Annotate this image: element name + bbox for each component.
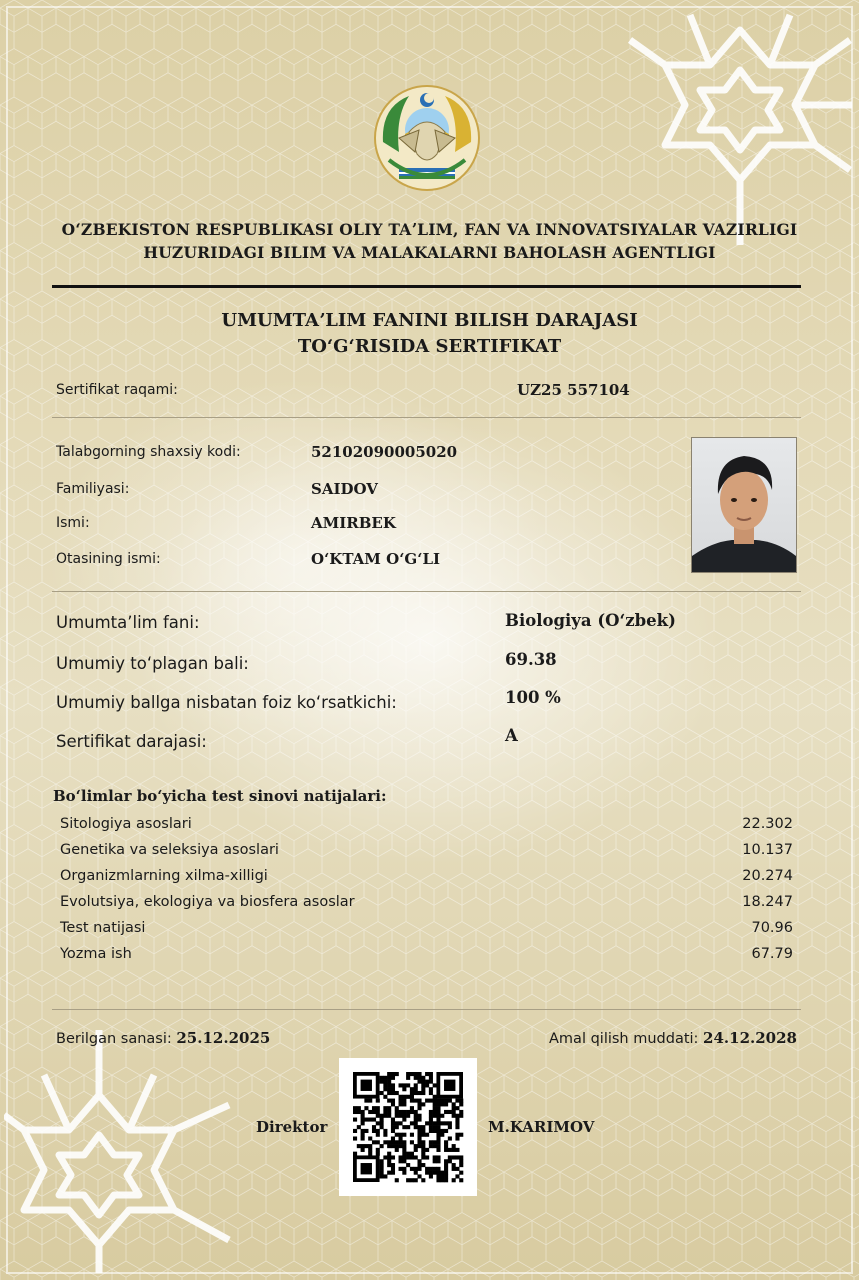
table-row (60, 816, 793, 840)
section-score: 70.96 (751, 920, 793, 936)
table-row (60, 868, 793, 892)
subject-value: Biologiya (Oʻzbek) (505, 611, 676, 630)
corner-ornament-bottom-left (4, 1015, 239, 1275)
surname-label: Familiyasi: (56, 481, 130, 497)
corner-ornament-top-right (620, 10, 855, 250)
section-score: 10.137 (742, 842, 793, 858)
percent-value: 100 % (505, 688, 561, 707)
divider (52, 591, 801, 592)
certificate-title-line-1: UMUMTAʼLIM FANINI BILISH DARAJASI (221, 310, 638, 331)
patronymic-label: Otasining ismi: (56, 551, 161, 567)
applicant-photo (691, 437, 797, 573)
certificate-level-label: Sertifikat darajasi: (56, 732, 207, 751)
section-name: Organizmlarning xilma-xilligi (60, 868, 268, 884)
total-score-label: Umumiy toʻplagan bali: (56, 654, 249, 673)
director-name: M.KARIMOV (488, 1118, 595, 1136)
table-row (60, 946, 793, 970)
patronymic-value: OʻKTAM OʻGʻLI (311, 550, 441, 568)
certificate-level-value: A (505, 726, 518, 745)
applicant-id-label: Talabgorning shaxsiy kodi: (56, 444, 241, 460)
section-score: 22.302 (742, 816, 793, 832)
section-name: Sitologiya asoslari (60, 816, 192, 832)
section-score: 18.247 (742, 894, 793, 910)
first-name-value: AMIRBEK (311, 514, 396, 532)
section-name: Evolutsiya, ekologiya va biosfera asoslar (60, 894, 355, 910)
certificate-title-line-2: TOʻGʻRISIDA SERTIFIKAT (297, 336, 562, 357)
table-row (60, 894, 793, 918)
validity-date (549, 1029, 797, 1047)
validity-date-value: 24.12.2028 (703, 1029, 797, 1047)
percent-label: Umumiy ballga nisbatan foiz koʻrsatkichi: (56, 693, 397, 712)
validity-date-label: Amal qilish muddati: (549, 1031, 699, 1047)
ministry-name-line-1: OʻZBEKISTON RESPUBLIKASI OLIY TAʼLIM, FAN VA INNOVATSIYALAR VAZIRLIGI (61, 220, 798, 239)
director-label: Direktor (256, 1118, 328, 1136)
subject-label: Umumtaʼlim fani: (56, 613, 200, 632)
applicant-id-value: 52102090005020 (311, 443, 458, 461)
divider (52, 417, 801, 418)
total-score-value: 69.38 (505, 650, 557, 669)
table-row (60, 842, 793, 866)
certificate-number-label: Sertifikat raqami: (56, 382, 178, 398)
surname-value: SAIDOV (311, 480, 378, 498)
section-score: 20.274 (742, 868, 793, 884)
issue-date-label: Berilgan sanasi: (56, 1031, 172, 1047)
section-score: 67.79 (751, 946, 793, 962)
section-name: Test natijasi (60, 920, 146, 936)
table-row (60, 920, 793, 944)
section-results-title: Boʻlimlar boʻyicha test sinovi natijalari: (53, 787, 387, 805)
first-name-label: Ismi: (56, 515, 90, 531)
qr-code-icon[interactable] (339, 1058, 477, 1196)
header-divider (52, 285, 801, 288)
issue-date (56, 1029, 270, 1047)
section-name: Genetika va seleksiya asoslari (60, 842, 279, 858)
divider (52, 1009, 801, 1010)
state-emblem-icon (369, 82, 485, 194)
section-name: Yozma ish (60, 946, 132, 962)
issue-date-value: 25.12.2025 (176, 1029, 271, 1047)
ministry-name-line-2: HUZURIDAGI BILIM VA MALAKALARNI BAHOLASH AGENTLIGI (143, 243, 716, 262)
certificate-number-value: UZ25 557104 (517, 381, 630, 399)
